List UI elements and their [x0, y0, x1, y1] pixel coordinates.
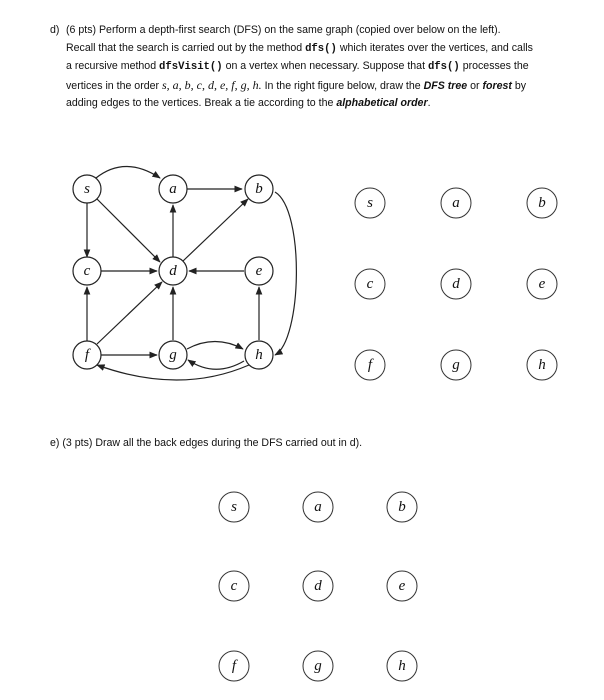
- edge-f-d: [97, 282, 162, 344]
- graph-node-e: [245, 257, 273, 285]
- d-grid-node-c[interactable]: [355, 269, 385, 299]
- edge-b-h: [275, 192, 296, 355]
- graph-node-s: [73, 175, 101, 203]
- vertex-order: s, a, b, c, d, e, f, g, h.: [161, 77, 262, 92]
- e-grid-node-a[interactable]: [303, 492, 333, 522]
- svg-text:c: c: [366, 276, 374, 292]
- graph-node-f: [73, 341, 101, 369]
- svg-text:g: g: [169, 347, 177, 363]
- e-grid-node-e[interactable]: [387, 571, 417, 601]
- graph-node-c: [73, 257, 101, 285]
- svg-text:h: h: [398, 658, 406, 674]
- d-grid-node-a[interactable]: [441, 188, 471, 218]
- edge-d-b: [183, 199, 248, 261]
- question-d-label: d): [50, 24, 60, 36]
- graph-node-b: [245, 175, 273, 203]
- dfs-tree-drawing-area[interactable]: [355, 188, 557, 380]
- svg-text:f: f: [231, 658, 237, 674]
- svg-text:e: e: [398, 578, 406, 594]
- svg-text:b: b: [398, 499, 406, 515]
- e-grid-node-c[interactable]: [219, 571, 249, 601]
- e-grid-node-g[interactable]: [303, 651, 333, 681]
- graph-node-a: [159, 175, 187, 203]
- d-grid-node-d[interactable]: [441, 269, 471, 299]
- svg-text:b: b: [538, 195, 546, 211]
- d-grid-node-g[interactable]: [441, 350, 471, 380]
- e-grid-node-b[interactable]: [387, 492, 417, 522]
- svg-text:f: f: [367, 357, 373, 373]
- svg-text:a: a: [314, 499, 322, 515]
- question-e-points: (3 pts): [62, 437, 93, 449]
- edge-g-h: [187, 342, 243, 350]
- svg-text:h: h: [255, 347, 263, 363]
- edge-s-d: [96, 198, 160, 262]
- svg-text:h: h: [538, 357, 546, 373]
- d-grid-node-b[interactable]: [527, 188, 557, 218]
- svg-text:a: a: [452, 195, 460, 211]
- svg-text:s: s: [231, 499, 237, 515]
- graph-node-h: [245, 341, 273, 369]
- d-grid-node-f[interactable]: [355, 350, 385, 380]
- svg-text:b: b: [255, 181, 263, 197]
- e-grid-node-d[interactable]: [303, 571, 333, 601]
- edge-s-a: [96, 167, 160, 179]
- svg-text:c: c: [83, 263, 91, 279]
- svg-text:g: g: [452, 357, 460, 373]
- question-e-text: Draw all the back edges during the DFS carried out in d).: [95, 437, 363, 449]
- svg-text:f: f: [84, 347, 90, 363]
- e-grid-node-h[interactable]: [387, 651, 417, 681]
- graph-node-d: [159, 257, 187, 285]
- d-grid-node-e[interactable]: [527, 269, 557, 299]
- d-grid-node-h[interactable]: [527, 350, 557, 380]
- dfsvisit-method: dfsVisit(): [159, 61, 223, 73]
- d-grid-node-s[interactable]: [355, 188, 385, 218]
- graph-node-g: [159, 341, 187, 369]
- svg-text:s: s: [367, 195, 373, 211]
- dfs-method: dfs(): [305, 42, 337, 55]
- svg-text:d: d: [314, 578, 322, 594]
- question-d-text: (6 pts) Perform a depth-first search (DFS) on the same graph (copied over below on the left). Recall that the search is carried out by the method dfs() which iterates over the vertices, and calls a recursive method dfsVisit() on a vertex when necessary. Suppose that dfs() processes the vertices in the order s, a, b, c, d, e, f, g, h. In the right figure below, draw the DFS tree or forest by adding edges to the vertices. Break a tie according to the alphabetical order.: [66, 24, 533, 109]
- question-e-label: e): [50, 437, 60, 449]
- svg-text:e: e: [538, 276, 546, 292]
- svg-text:d: d: [452, 276, 460, 292]
- svg-text:a: a: [169, 181, 177, 197]
- svg-text:c: c: [230, 578, 238, 594]
- svg-text:s: s: [84, 181, 90, 197]
- svg-text:e: e: [255, 263, 263, 279]
- back-edges-drawing-area[interactable]: [219, 492, 417, 681]
- svg-text:d: d: [169, 263, 177, 279]
- e-grid-node-f[interactable]: [219, 651, 249, 681]
- question-d-points: (6 pts): [66, 24, 97, 36]
- svg-text:g: g: [314, 658, 322, 674]
- edge-h-g: [188, 360, 244, 369]
- e-grid-node-s[interactable]: [219, 492, 249, 522]
- directed-graph: [73, 167, 296, 381]
